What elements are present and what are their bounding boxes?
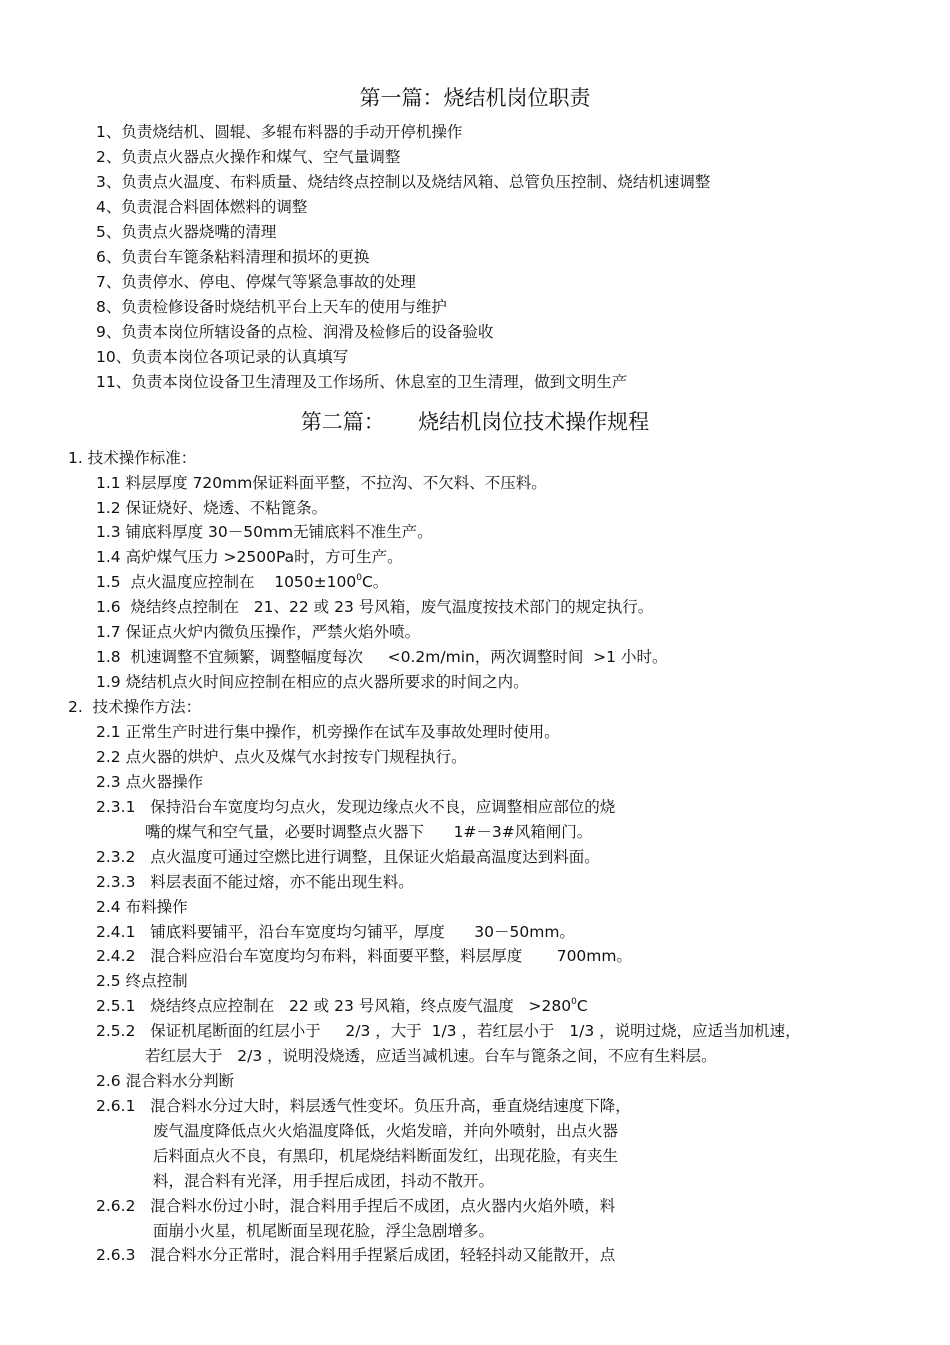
clause: 2.4 布料操作 [96, 898, 188, 916]
clause: 2.3.2 点火温度可通过空燃比进行调整，且保证火焰最高温度达到料面。 [96, 848, 600, 866]
clause: 2.3 点火器操作 [96, 773, 204, 791]
clause: 1.6 烧结终点控制在 21、22 或 23 号风箱，废气温度按技术部门的规定执行。 [96, 598, 654, 616]
clause: 2.6 混合料水分判断 [96, 1072, 235, 1090]
clause: 1.2 保证烧好、烧透、不粘篦条。 [96, 499, 328, 517]
duty-item: 4、负责混合料固体燃料的调整 [96, 198, 308, 216]
clause: 2.2 点火器的烘炉、点火及煤气水封按专门规程执行。 [96, 748, 467, 766]
clause-unit: C。 [361, 573, 389, 591]
clause [96, 572, 388, 592]
part1-title: 第一篇：烧结机岗位职责 [359, 86, 591, 110]
clause-unit: C [576, 997, 588, 1015]
degree-superscript: 0 [356, 573, 362, 583]
clause: 2.4.1 铺底料要铺平，沿台车宽度均匀铺平，厚度 30－50mm。 [96, 923, 575, 941]
clause-continued: 若红层大于 2/3 ，说明没烧透，应适当减机速。台车与篦条之间，不应有生料层。 [145, 1047, 717, 1065]
duty-item: 3、负责点火温度、布料质量、烧结终点控制以及烧结风箱、总管负压控制、烧结机速调整 [96, 173, 711, 191]
degree-superscript: 0 [571, 997, 577, 1007]
clause: 2.6.1 混合料水分过大时，料层透气性变坏。负压升高，垂直烧结速度下降， [96, 1097, 631, 1115]
duty-item: 7、负责停水、停电、停煤气等紧急事故的处理 [96, 273, 416, 291]
clause: 2.6.2 混合料水份过小时，混合料用手捏后不成团，点火器内火焰外喷，料 [96, 1197, 616, 1215]
duty-item: 8、负责检修设备时烧结机平台上天车的使用与维护 [96, 298, 447, 316]
duty-item: 10、负责本岗位各项记录的认真填写 [96, 348, 349, 366]
clause: 1.8 机速调整不宜频繁，调整幅度每次 <0.2m/min，两次调整时间 >1 小时。 [96, 648, 668, 666]
duty-item: 11、负责本岗位设备卫生清理及工作场所、休息室的卫生清理，做到文明生产 [96, 373, 628, 391]
clause: 1.7 保证点火炉内微负压操作，严禁火焰外喷。 [96, 623, 421, 641]
clause: 2.3.3 料层表面不能过熔，亦不能出现生料。 [96, 873, 414, 891]
clause: 2.6.3 混合料水分正常时，混合料用手捏紧后成团，轻轻抖动又能散开，点 [96, 1246, 616, 1264]
clause: 1.4 高炉煤气压力 >2500Pa时，方可生产。 [96, 548, 403, 566]
clause-continued: 面崩小火星，机尾断面呈现花脸，浮尘急剧增多。 [153, 1222, 495, 1240]
clause: 1.3 铺底料厚度 30－50mm无铺底料不准生产。 [96, 523, 433, 541]
clause: 2.1 正常生产时进行集中操作，机旁操作在试车及事故处理时使用。 [96, 723, 560, 741]
duty-item: 1、负责烧结机、圆辊、多辊布料器的手动开停机操作 [96, 123, 463, 141]
clause-continued: 料，混合料有光泽，用手捏后成团，抖动不散开。 [153, 1172, 495, 1190]
part2-title: 第二篇： 烧结机岗位技术操作规程 [300, 410, 650, 434]
section-heading: 2. 技术操作方法： [68, 698, 202, 716]
clause-continued: 嘴的煤气和空气量，必要时调整点火器下 1#－3#风箱闸门。 [145, 823, 593, 841]
clause-continued: 后料面点火不良，有黑印，机尾烧结料断面发红，出现花脸，有夹生 [153, 1147, 619, 1165]
clause: 2.5 终点控制 [96, 972, 188, 990]
clause-text: 1.5 点火温度应控制在 1050±100 [96, 573, 357, 591]
duty-item: 9、负责本岗位所辖设备的点检、润滑及检修后的设备验收 [96, 323, 494, 341]
duty-item: 6、负责台车篦条粘料清理和损坏的更换 [96, 248, 370, 266]
clause-text: 2.5.1 烧结终点应控制在 22 或 23 号风箱，终点废气温度 >280 [96, 997, 572, 1015]
section-heading: 1. 技术操作标准： [68, 449, 197, 467]
clause: 1.1 料层厚度 720mm保证料面平整，不拉沟、不欠料、不压料。 [96, 474, 547, 492]
duty-item: 5、负责点火器烧嘴的清理 [96, 223, 277, 241]
clause: 2.3.1 保持沿台车宽度均匀点火，发现边缘点火不良，应调整相应部位的烧 [96, 798, 616, 816]
clause: 2.5.2 保证机尾断面的红层小于 2/3 ，大于 1/3 ，若红层小于 1/3 ，说明过烧，应适当加机速， [96, 1022, 801, 1040]
duty-item: 2、负责点火器点火操作和煤气、空气量调整 [96, 148, 401, 166]
clause: 2.4.2 混合料应沿台车宽度均匀布料，料面要平整，料层厚度 700mm。 [96, 947, 632, 965]
clause [96, 996, 588, 1016]
clause: 1.9 烧结机点火时间应控制在相应的点火器所要求的时间之内。 [96, 673, 529, 691]
clause-continued: 废气温度降低点火火焰温度降低，火焰发暗，并向外喷射，出点火器 [153, 1122, 619, 1140]
